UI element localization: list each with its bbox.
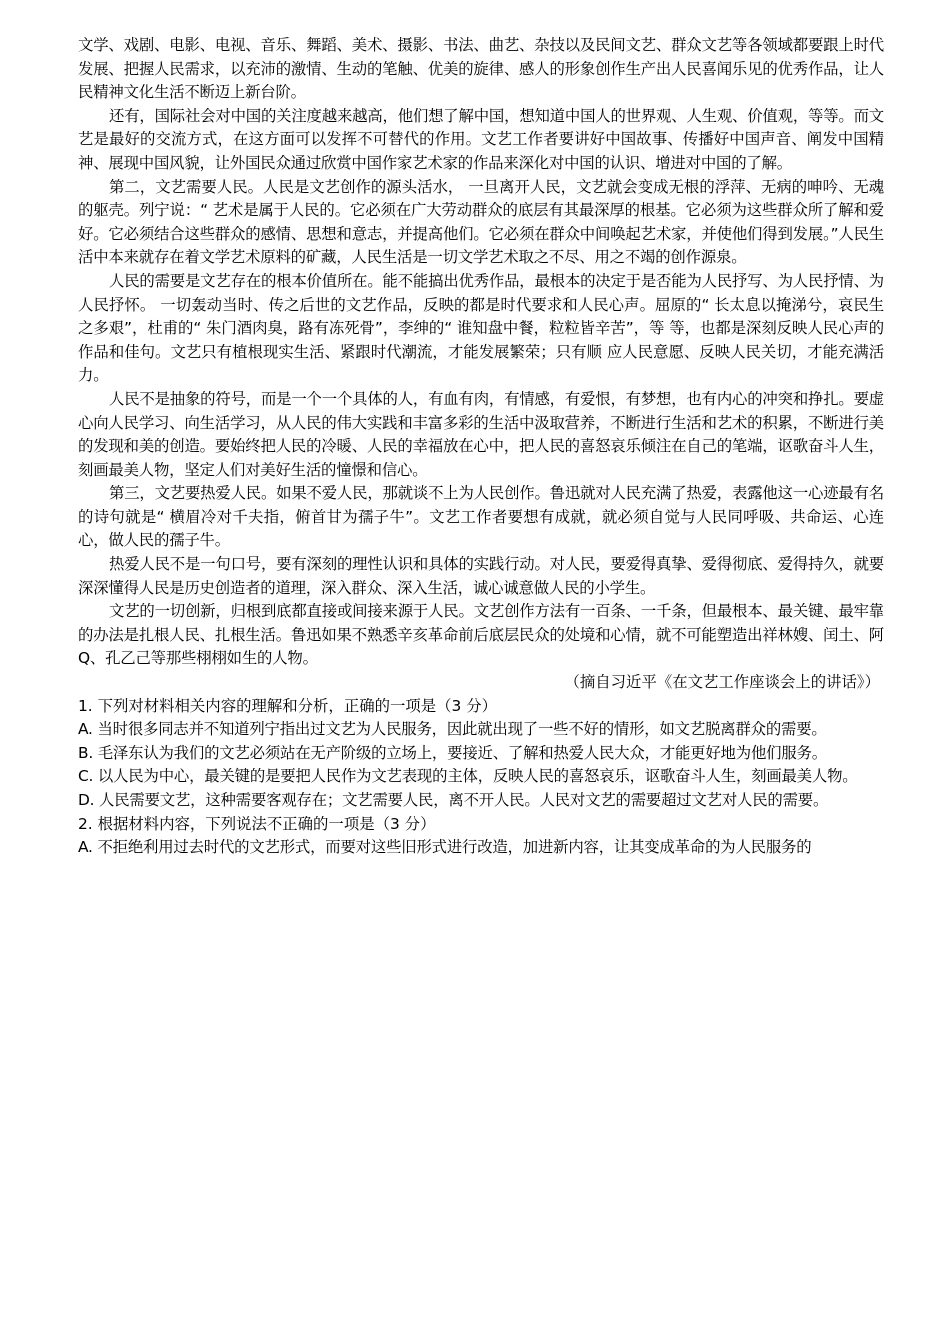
passage-paragraph-3: 第二，文艺需要人民。人民是文艺创作的源头活水， 一旦离开人民，文艺就会变成无根的浮萍、无病的呻吟、无魂的躯壳。列宁说：“ 艺术是属于人民的。它必须在广大劳动群众的底层有其最深厚的根基。它必须为这些群众所了解和爱好。它必须结合这些群众的感情、思想和意志，并提高他们。它必须在群众中间唤起艺术家，并使他们得到发展。”人民生活中本来就存在着文学艺术原料的矿藏，人民生活是一切文学艺术取之不尽、用之不竭的创作源泉。 [78,177,884,267]
passage-paragraph-4: 人民的需要是文艺存在的根本价值所在。能不能搞出优秀作品，最根本的决定于是否能为人民抒写、为人民抒情、为人民抒怀。 一切轰动当时、传之后世的文艺作品，反映的都是时代要求和人民心声。屈原的“ 长太息以掩涕兮，哀民生之多艰”，杜甫的“ 朱门酒肉臭，路有冻死骨”，李绅的“ 谁知盘中餐，粒粒皆辛苦”，等 等，也都是深刻反映人民心声的作品和佳句。文艺只有植根现实生活、紧跟时代潮流，才能发展繁荣；只有顺 应人民意愿、反映人民关切，才能充满活力。 [78,271,884,385]
question-1 [78,695,884,813]
question-1-option-c: C. 以人民为中心，最关键的是要把人民作为文艺表现的主体，反映人民的喜怒哀乐，讴歌奋斗人生，刻画最美人物。 [78,767,858,786]
passage-paragraph-7: 热爱人民不是一句口号，要有深刻的理性认识和具体的实践行动。对人民，要爱得真挚、爱得彻底、爱得持久，就要深深懂得人民是历史创造者的道理，深入群众、深入生活，诚心诚意做人民的小学生。 [78,555,884,597]
passage-paragraph-2: 还有，国际社会对中国的关注度越来越高，他们想了解中国，想知道中国人的世界观、人生观、价值观，等等。而文艺是最好的交流方式，在这方面可以发挥不可替代的作用。文艺工作者要讲好中国故事、传播好中国声音、阐发中国精神、展现中国风貌，让外国民众通过欣赏中国作家艺术家的作品来深化对中国的认识、增进对中国的了解。 [78,106,884,172]
passage-paragraph-8: 文艺的一切创新，归根到底都直接或间接来源于人民。文艺创作方法有一百条、一千条，但最根本、最关键、最牢靠的办法是扎根人民、扎根生活。鲁迅如果不熟悉辛亥革命前后底层民众的处境和心情，就不可能塑造出祥林嫂、闰土、阿 Q、孔乙己等那些栩栩如生的人物。 [78,602,884,668]
question-2-stem: 2. 根据材料内容，下列说法不正确的一项是（3 分） [78,814,436,833]
question-1-option-d: D. 人民需要文艺，这种需要客观存在；文艺需要人民，离不开人民。人民对文艺的需要超过文艺对人民的需要。 [78,791,829,809]
question-1-option-a: A. 当时很多同志并不知道列宁指出过文艺为人民服务，因此就出现了一些不好的情形，如文艺脱离群众的需要。 [78,720,827,739]
passage-paragraph-5: 人民不是抽象的符号，而是一个一个具体的人，有血有肉，有情感，有爱恨，有梦想，也有内心的冲突和挣扎。要虚心向人民学习、向生活学习，从人民的伟大实践和丰富多彩的生活中汲取营养，不断进行生活和艺术的积累，不断进行美的发现和美的创造。要始终把人民的冷暖、人民的幸福放在心中，把人民的喜怒哀乐倾注在自己的笔端，讴歌奋斗人生，刻画最美人物，坚定人们对美好生活的憧憬和信心。 [78,389,884,479]
question-1-stem: 1. 下列对材料相关内容的理解和分析，正确的一项是（3 分） [78,696,498,715]
passage-paragraph-1: 文学、戏剧、电影、电视、音乐、舞蹈、美术、摄影、书法、曲艺、杂技以及民间文艺、群众文艺等各领域都要跟上时代发展、把握人民需求，以充沛的激情、生动的笔触、优美的旋律、感人的形象创作生产出人民喜闻乐见的优秀作品，让人民精神文化生活不断迈上新台阶。 [78,36,884,102]
question-2-option-a: A. 不拒绝利用过去时代的文艺形式，而要对这些旧形式进行改造，加进新内容，让其变成革命的为人民服务的 [78,838,812,857]
question-1-option-b: B. 毛泽东认为我们的文艺必须站在无产阶级的立场上，要接近、了解和热爱人民大众，才能更好地为他们服务。 [78,743,827,762]
question-2 [78,813,884,860]
passage-paragraph-6: 第三，文艺要热爱人民。如果不爱人民，那就谈不上为人民创作。鲁迅就对人民充满了热爱，表露他这一心迹最有名的诗句就是“ 横眉冷对千夫指，俯首甘为孺子牛”。文艺工作者要想有成就，就必须自觉与人民同呼吸、共命运、心连心，做人民的孺子牛。 [78,484,884,550]
reading-passage [78,34,884,671]
passage-source: （摘自习近平《在文艺工作座谈会上的讲话》） [564,673,880,692]
